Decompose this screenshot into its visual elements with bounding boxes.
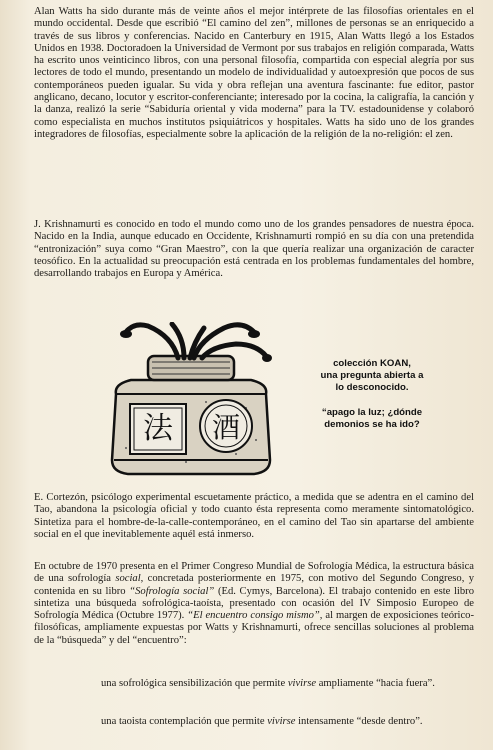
book-description: [34, 561, 474, 647]
quote-taoista: [101, 716, 473, 728]
jar-label-glyph-right: 酒: [211, 411, 241, 444]
koan-question-line-2: demonios se ha ido?: [324, 418, 420, 430]
quote2-text-before: una taoista contemplación que permite: [101, 716, 268, 727]
quote2-italic: vivirse: [267, 716, 296, 727]
brush-handles-group: [126, 324, 266, 358]
book-description-italic-2: “Sofrología social”: [129, 585, 215, 597]
krishnamurti-bio: J. Krishnamurti es conocido en todo el mundo como uno de los grandes pensadores de nuestra época. Nacido en la India, aunque educado en Occidente, Krishnamurti rompió en su día con una pretendida “entronización” suya como “Gran Maestro”, con la que quería realizar una organización de caracter teosófico. En la actualidad su preocupación está centrada en los problemas fundamentales del hombre, desarrollando trabajos en Europa y América.: [34, 219, 474, 280]
book-description-italic-1: social,: [115, 573, 144, 585]
quote-sofrologica: [101, 678, 473, 690]
book-description-text-4: al margen de exposiciones teórico-filosóficas, ampliamente expuestas por Watts y Krishnamurti, ofrece sencillas soluciones al problema de la “búsqueda” y del “encuentro”:: [34, 610, 474, 646]
book-description-text-1: En octubre de 1970 presenta en el Primer Congreso Mundial de Sofrología Médica, la estructura básica de una sofrología: [34, 561, 474, 585]
quote1-text-after: ampliamente “hacia fuera”.: [316, 678, 435, 689]
cortezon-bio: E. Cortezón, psicólogo experimental escuetamente práctico, a medida que se adentra en el camino del Tao, abandona la psicología oficial y todo cuanto ésta representa como meramente sintomatológico. Sintetiza para el hombre-de-la-calle-contemporáneo, en el camino del Tao sin apartarse del ambiente social en el que inevitablemente aquél está inmerso.: [34, 492, 474, 540]
alan-watts-bio: Alan Watts ha sido durante más de veinte años el mejor intérprete de las filosofías orientales en el mundo occidental. Desde que escribió “El camino del zen”, millones de personas se an enriquecido a través de sus libros y conferencias. Nacido en Canterbury en 1915, Alan Watts llegó a los Estados Unidos en 1938. Doctoradoen la Universidad de Vermont por sus trabajos en religión comparada, Watts ha escrito unos veinticinco libros, con una personal filosofía, compartida con especial alegría por sus lectores de todo el mundo, presentando un modelo de individualidad y autoexpresión que pocos de sus contemporáneos pueden igualar. Su vida y obra reflejan una aventura fascinante: fue editor, pastor anglicano, decano, locutor y escritor-conferenciante; interesado por la cocina, la caligrafía, la canción y la danza, realizó la serie “Sabiduría oriental y vida moderna” para la TV. estadounidense y colaboró como especialista en muchos institutos psiquiátricos y hospitales. Watts ha sido uno de los grandes integradores de filosofías, especialmente sobre la aplicación de la religión de la no-religión: el zen.: [34, 6, 474, 140]
quote2-text-after: intensamente “desde dentro”.: [295, 716, 423, 727]
quote1-italic: vivirse: [287, 678, 317, 689]
koan-question: [292, 407, 452, 431]
book-description-text-2: concretada posteriormente en 1975, con motivo del Segundo Congreso, y contenida en su libro: [34, 573, 474, 597]
ink-jar-illustration: [86, 322, 296, 487]
koan-line-3: lo desconocido.: [335, 381, 409, 393]
koan-line-1: colección KOAN,: [333, 358, 411, 369]
book-description-text-3: (Ed. Cymys, Barcelona). El trabajo contenido en este libro sintetiza una búsqueda sofrológica-taoísta, presentado con ocasión del IV Simposio Europeo de Sofrología Médica (Octubre 1977).: [34, 585, 474, 622]
koan-collection-caption: [297, 358, 447, 393]
book-description-italic-3: “El encuentro consigo mismo”,: [187, 610, 323, 622]
quote1-text-before: una sofrológica sensibilización que permite: [101, 678, 288, 689]
koan-question-line-1: “apago la luz; ¿dónde: [321, 407, 423, 418]
jar-label-glyph-left: 法: [143, 411, 173, 446]
koan-line-2: una pregunta abierta a: [320, 369, 424, 381]
